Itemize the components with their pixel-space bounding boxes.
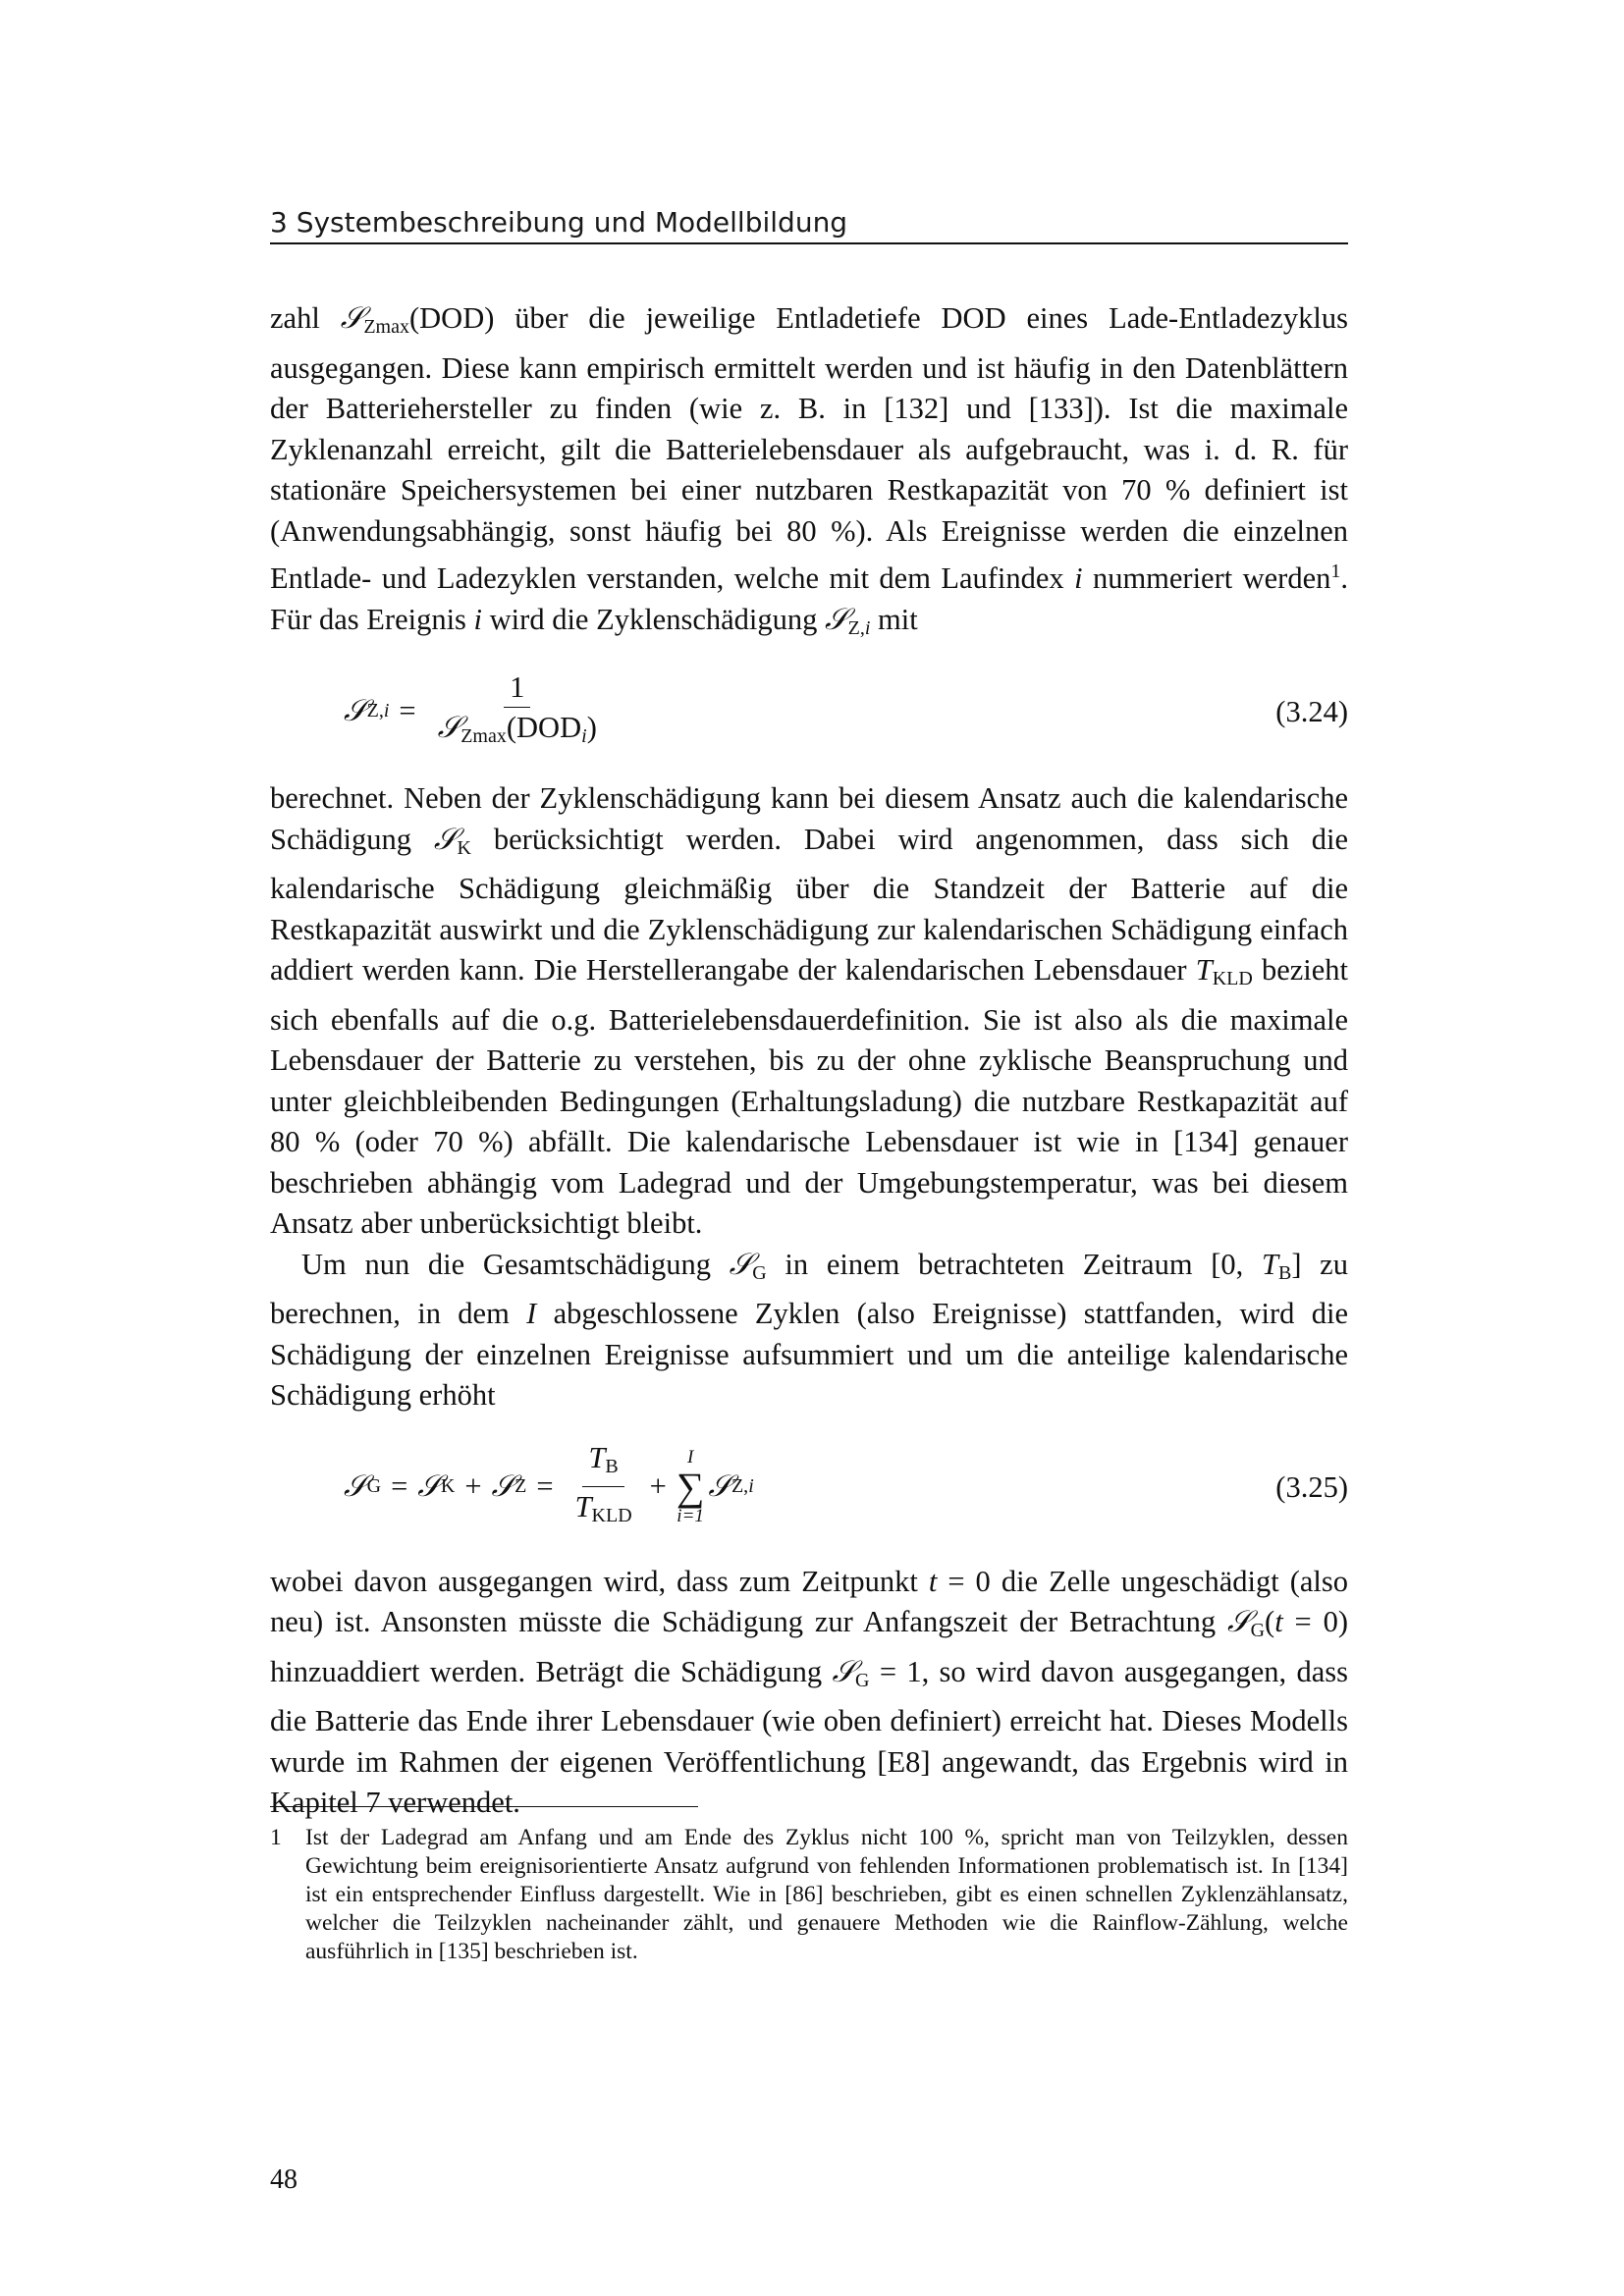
equation-number: (3.25) [1275, 1469, 1348, 1504]
math-symbol-t: T [1262, 1247, 1278, 1281]
text-run: berücksichtigt werden. Dabei wird angenommen, dass sich die kalendarische Schädigung gleichmäßig über die Standzeit der Batterie auf die Restkapazität auswirkt und die Zyklenschädigung zur kalendarischen Schädigung einfach addiert werden kann. Die Herstellerangabe der kalendarischen Lebensdauer [270, 822, 1348, 988]
equation-number: (3.24) [1275, 695, 1348, 729]
body-text [270, 298, 1348, 1824]
math-expression: ( [1265, 1605, 1275, 1639]
math-sub: KLD [1212, 968, 1253, 990]
footnote-number: 1 [270, 1825, 282, 1850]
math-symbol-s: 𝒮 [825, 602, 848, 637]
text-run: die Zelle ungeschädigt (also neu) ist. Ansonsten müsste die Schädigung zur Anfangszeit der Betrachtung [270, 1564, 1348, 1639]
math-sub: Z,i [366, 700, 390, 722]
math-symbol-s: 𝒮 [340, 301, 364, 336]
page-number: 48 [270, 2164, 298, 2195]
math-sub: K [440, 1474, 456, 1497]
text-run: bezieht sich ebenfalls auf die o.g. Batterielebensdauerdefinition. Sie ist also als die maximale Lebensdauer der Batterie zu verstehen, bis zu der ohne zyklische Beanspruchung und unter gleichbleibenden Bedingungen (Erhaltungsladung) die nutzbare Restkapazität auf 80 % (oder 70 %) abfällt. Die kalendarische Lebensdauer ist wie in [134] genauer beschrieben abhängig vom Ladegrad und der Umgebungstemperatur, was bei diesem Ansatz aber unberücksichtigt bleibt. [270, 953, 1349, 1241]
summation [677, 1448, 705, 1526]
math-sub: G [752, 1261, 767, 1284]
math-index-i: i [473, 602, 483, 636]
equation-body [344, 672, 609, 751]
text-run: berechnet. Neben der Zyklenschädigung kann bei diesem Ansatz auch die kalendarische Schädigung [270, 781, 1348, 856]
math-symbol-s: 𝒮 [708, 1468, 731, 1504]
math-symbol-s: 𝒮 [417, 1468, 441, 1504]
text-run: zahl [270, 301, 341, 335]
fraction-denominator: $𝒮_{Zmax}(DOD_i)$ [437, 711, 597, 748]
paragraph-4 [270, 1562, 1348, 1824]
math-expression: = 0) [1282, 1605, 1348, 1639]
math-symbol-t: T [1195, 953, 1213, 988]
text-run: hinzuaddiert werden. Beträgt die Schädigung [270, 1654, 833, 1688]
math-interval: ] [1291, 1247, 1302, 1281]
sum-upper-limit: I [686, 1446, 694, 1468]
equation-3-24 [270, 672, 1348, 751]
math-plus: + [464, 1468, 482, 1503]
math-sub: B [1277, 1261, 1292, 1284]
math-sub: Z [514, 1474, 527, 1497]
running-header: 3 Systembeschreibung und Modellbildung [270, 206, 848, 239]
paragraph-3 [270, 1245, 1348, 1416]
math-symbol-t: t [928, 1564, 938, 1598]
math-expression: = 0 [937, 1564, 991, 1598]
math-symbol-s: 𝒮 [1226, 1605, 1251, 1640]
math-plus: + [649, 1468, 667, 1503]
text-run: zu berechnen, in dem [270, 1247, 1348, 1331]
math-sub: K [457, 836, 471, 859]
paragraph-1 [270, 298, 1348, 649]
fraction-numerator: $T_B$ [582, 1440, 623, 1487]
math-interval: [0, [1211, 1247, 1262, 1281]
math-index-i: i [1074, 561, 1083, 596]
math-expression: = 1 [869, 1654, 922, 1688]
text-run: wird die Zyklenschädigung [482, 602, 826, 636]
math-symbol-s: 𝒮 [729, 1247, 753, 1282]
math-symbol-t: t [1274, 1605, 1283, 1639]
fraction-denominator: $T_{KLD}$ [574, 1490, 632, 1527]
text-run: (DOD) über die jeweilige Entladetiefe DOD eines Lade-Entladezyklus ausgegangen. Diese kann empirisch ermittelt werden und ist häufig in den Datenblättern der Batteriehersteller zu finden (wie z. B. in [132] und [133]). Ist die maximale Zyklenanzahl erreicht, gilt die Batterielebensdauer als aufgebraucht, was i. d. R. für stationäre Speichersystemen bei einer nutzbaren Restkapazität von 70 % definiert ist (Anwendungsabhängig, sonst häufig bei 80 %). Als Ereignisse werden die einzelnen Entlade- und Ladezyklen verstanden, welche mit dem Laufindex [270, 301, 1348, 596]
sum-sigma-icon: ∑ [676, 1464, 705, 1509]
math-equals: = [536, 1468, 554, 1503]
math-equals: = [391, 1468, 408, 1503]
math-equals: = [399, 694, 416, 728]
math-symbol-s: 𝒮 [491, 1468, 515, 1504]
footnote-marker: 1 [1330, 561, 1341, 582]
math-sub: Zmax [363, 316, 409, 338]
math-sub: Z,i [731, 1474, 754, 1497]
math-symbol-s: 𝒮 [344, 694, 367, 729]
text-run: . Für das Ereignis [270, 561, 1348, 636]
footnote-text: Ist der Ladegrad am Anfang und am Ende des Zyklus nicht 100 %, spricht man von Teilzyklen, dessen Gewichtung beim ereignisorientierte Ansatz aufgrund von fehlenden Informationen problematisch ist. In [134] ist ein entsprechender Einfluss dargestellt. Wie in [86] beschrieben, gibt es einen schnellen Zyklenzählansatz, welcher die Teilzyklen nacheinander zählt, und genauere Methoden wie die Rainflow-Zählung, welche ausführlich in [135] beschrieben ist. [305, 1825, 1348, 1964]
text-run: abgeschlossene Zyklen (also Ereignisse) stattfanden, wird die Schädigung der einzelnen Ereignisse aufsummiert und um die anteilige kalendarische Schädigung erhöht [270, 1297, 1348, 1413]
footnote-rule [270, 1806, 698, 1807]
text-run: nummeriert werden [1082, 561, 1331, 596]
math-symbol-s: 𝒮 [433, 822, 458, 857]
equation-body [344, 1440, 754, 1534]
math-symbol-s: 𝒮 [832, 1654, 856, 1689]
math-symbol-capital-i: I [526, 1297, 537, 1331]
math-sub: G [855, 1669, 870, 1691]
math-sub: Z,i [847, 616, 871, 639]
text-run: in einem betrachteten Zeitraum [766, 1247, 1212, 1281]
fraction [432, 669, 603, 754]
paragraph-2 [270, 778, 1348, 1245]
math-sub: G [1250, 1620, 1266, 1642]
math-sub: G [366, 1474, 382, 1497]
equation-3-25 [270, 1440, 1348, 1534]
footnote [270, 1824, 1348, 1966]
header-rule [270, 242, 1348, 244]
text-run: wobei davon ausgegangen wird, dass zum Zeitpunkt [270, 1564, 929, 1598]
fraction [569, 1440, 638, 1533]
sum-lower-limit: i=1 [677, 1505, 704, 1526]
text-run: Um nun die Gesamtschädigung [301, 1247, 730, 1281]
text-run: , so wird davon ausgegangen, dass die Batterie das Ende ihrer Lebensdauer (wie oben definiert) erreicht hat. Dieses Modells wurde im Rahmen der eigenen Veröffentlichung [E8] angewandt, das Ergebnis wird in Kapitel 7 verwendet. [270, 1654, 1348, 1820]
fraction-numerator: 1 [504, 669, 530, 708]
math-symbol-s: 𝒮 [344, 1468, 367, 1504]
text-run: mit [870, 602, 918, 636]
